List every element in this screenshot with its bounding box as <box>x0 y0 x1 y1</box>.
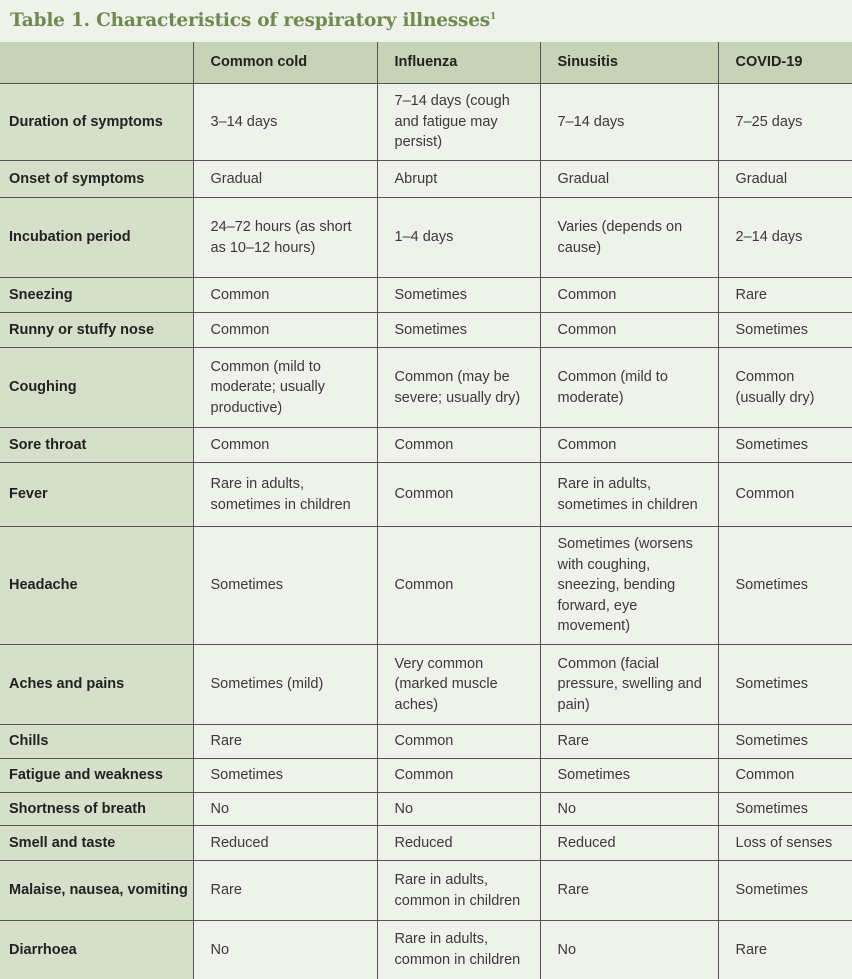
cell-covid-19: Rare <box>718 921 852 979</box>
cell-influenza: Common (may be severe; usually dry) <box>377 348 540 428</box>
row-label: Sneezing <box>0 278 193 313</box>
table-title-text: Table 1. Characteristics of respiratory illnesses <box>10 10 490 31</box>
cell-common-cold: Sometimes <box>193 527 377 645</box>
column-header-blank <box>0 42 193 84</box>
cell-influenza: 1–4 days <box>377 198 540 278</box>
cell-common-cold: Gradual <box>193 161 377 198</box>
table-row <box>0 793 852 826</box>
row-label: Fatigue and weakness <box>0 759 193 793</box>
cell-common-cold: Sometimes <box>193 759 377 793</box>
row-label: Duration of symptoms <box>0 84 193 161</box>
row-label: Diarrhoea <box>0 921 193 979</box>
table-row <box>0 198 852 278</box>
row-label: Incubation period <box>0 198 193 278</box>
cell-influenza: Rare in adults, common in children <box>377 921 540 979</box>
cell-influenza: Reduced <box>377 826 540 861</box>
cell-covid-19: 2–14 days <box>718 198 852 278</box>
table-row <box>0 428 852 463</box>
cell-covid-19: Common (usually dry) <box>718 348 852 428</box>
column-header-sinusitis: Sinusitis <box>540 42 718 84</box>
table-title-footnote: 1 <box>489 11 497 22</box>
cell-common-cold: Sometimes (mild) <box>193 645 377 725</box>
cell-sinusitis: No <box>540 921 718 979</box>
cell-influenza: Sometimes <box>377 313 540 348</box>
column-header-common-cold: Common cold <box>193 42 377 84</box>
cell-influenza: Rare in adults, common in children <box>377 861 540 921</box>
cell-covid-19: Loss of senses <box>718 826 852 861</box>
cell-covid-19: Sometimes <box>718 645 852 725</box>
row-label: Smell and taste <box>0 826 193 861</box>
cell-covid-19: Sometimes <box>718 793 852 826</box>
cell-common-cold: 24–72 hours (as short as 10–12 hours) <box>193 198 377 278</box>
table-row <box>0 826 852 861</box>
row-label: Shortness of breath <box>0 793 193 826</box>
cell-sinusitis: Reduced <box>540 826 718 861</box>
cell-influenza: 7–14 days (cough and fatigue may persist) <box>377 84 540 161</box>
cell-common-cold: Common <box>193 313 377 348</box>
cell-influenza: Common <box>377 428 540 463</box>
cell-influenza: Common <box>377 759 540 793</box>
cell-sinusitis: Rare in adults, sometimes in children <box>540 463 718 527</box>
cell-influenza: Common <box>377 725 540 759</box>
title-bar <box>0 0 852 42</box>
cell-covid-19: Sometimes <box>718 313 852 348</box>
cell-covid-19: Sometimes <box>718 428 852 463</box>
cell-influenza: Sometimes <box>377 278 540 313</box>
cell-sinusitis: Gradual <box>540 161 718 198</box>
cell-influenza: Common <box>377 527 540 645</box>
cell-sinusitis: Common <box>540 428 718 463</box>
table-row <box>0 861 852 921</box>
table-row <box>0 759 852 793</box>
row-label: Malaise, nausea, vomiting <box>0 861 193 921</box>
cell-common-cold: Rare in adults, sometimes in children <box>193 463 377 527</box>
cell-common-cold: Common (mild to moderate; usually productive) <box>193 348 377 428</box>
cell-sinusitis: Rare <box>540 861 718 921</box>
cell-covid-19: Common <box>718 759 852 793</box>
cell-sinusitis: Rare <box>540 725 718 759</box>
table-row <box>0 161 852 198</box>
row-label: Coughing <box>0 348 193 428</box>
cell-covid-19: Gradual <box>718 161 852 198</box>
cell-common-cold: Common <box>193 278 377 313</box>
cell-covid-19: Sometimes <box>718 861 852 921</box>
header-row <box>0 42 852 84</box>
row-label: Headache <box>0 527 193 645</box>
row-label: Runny or stuffy nose <box>0 313 193 348</box>
cell-common-cold: No <box>193 921 377 979</box>
cell-sinusitis: Common <box>540 278 718 313</box>
row-label: Fever <box>0 463 193 527</box>
cell-sinusitis: No <box>540 793 718 826</box>
cell-sinusitis: 7–14 days <box>540 84 718 161</box>
cell-influenza: No <box>377 793 540 826</box>
cell-covid-19: Common <box>718 463 852 527</box>
cell-sinusitis: Common (mild to moderate) <box>540 348 718 428</box>
table-row <box>0 527 852 645</box>
row-label: Aches and pains <box>0 645 193 725</box>
cell-sinusitis: Common <box>540 313 718 348</box>
cell-sinusitis: Varies (depends on cause) <box>540 198 718 278</box>
cell-sinusitis: Sometimes <box>540 759 718 793</box>
cell-common-cold: Rare <box>193 861 377 921</box>
cell-common-cold: Common <box>193 428 377 463</box>
column-header-influenza: Influenza <box>377 42 540 84</box>
cell-covid-19: Rare <box>718 278 852 313</box>
characteristics-table <box>0 42 852 979</box>
table-title <box>10 10 496 31</box>
cell-sinusitis: Sometimes (worsens with coughing, sneezing, bending forward, eye movement) <box>540 527 718 645</box>
table-row <box>0 84 852 161</box>
row-label: Onset of symptoms <box>0 161 193 198</box>
row-label: Chills <box>0 725 193 759</box>
table-row <box>0 725 852 759</box>
cell-common-cold: Reduced <box>193 826 377 861</box>
table-row <box>0 463 852 527</box>
cell-sinusitis: Common (facial pressure, swelling and pain) <box>540 645 718 725</box>
table-row <box>0 921 852 979</box>
cell-covid-19: 7–25 days <box>718 84 852 161</box>
cell-common-cold: Rare <box>193 725 377 759</box>
row-label: Sore throat <box>0 428 193 463</box>
cell-covid-19: Sometimes <box>718 527 852 645</box>
table-row <box>0 645 852 725</box>
cell-influenza: Very common (marked muscle aches) <box>377 645 540 725</box>
cell-common-cold: No <box>193 793 377 826</box>
table-row <box>0 278 852 313</box>
cell-influenza: Common <box>377 463 540 527</box>
cell-influenza: Abrupt <box>377 161 540 198</box>
table-row <box>0 348 852 428</box>
cell-common-cold: 3–14 days <box>193 84 377 161</box>
cell-covid-19: Sometimes <box>718 725 852 759</box>
column-header-covid-19: COVID-19 <box>718 42 852 84</box>
table-row <box>0 313 852 348</box>
